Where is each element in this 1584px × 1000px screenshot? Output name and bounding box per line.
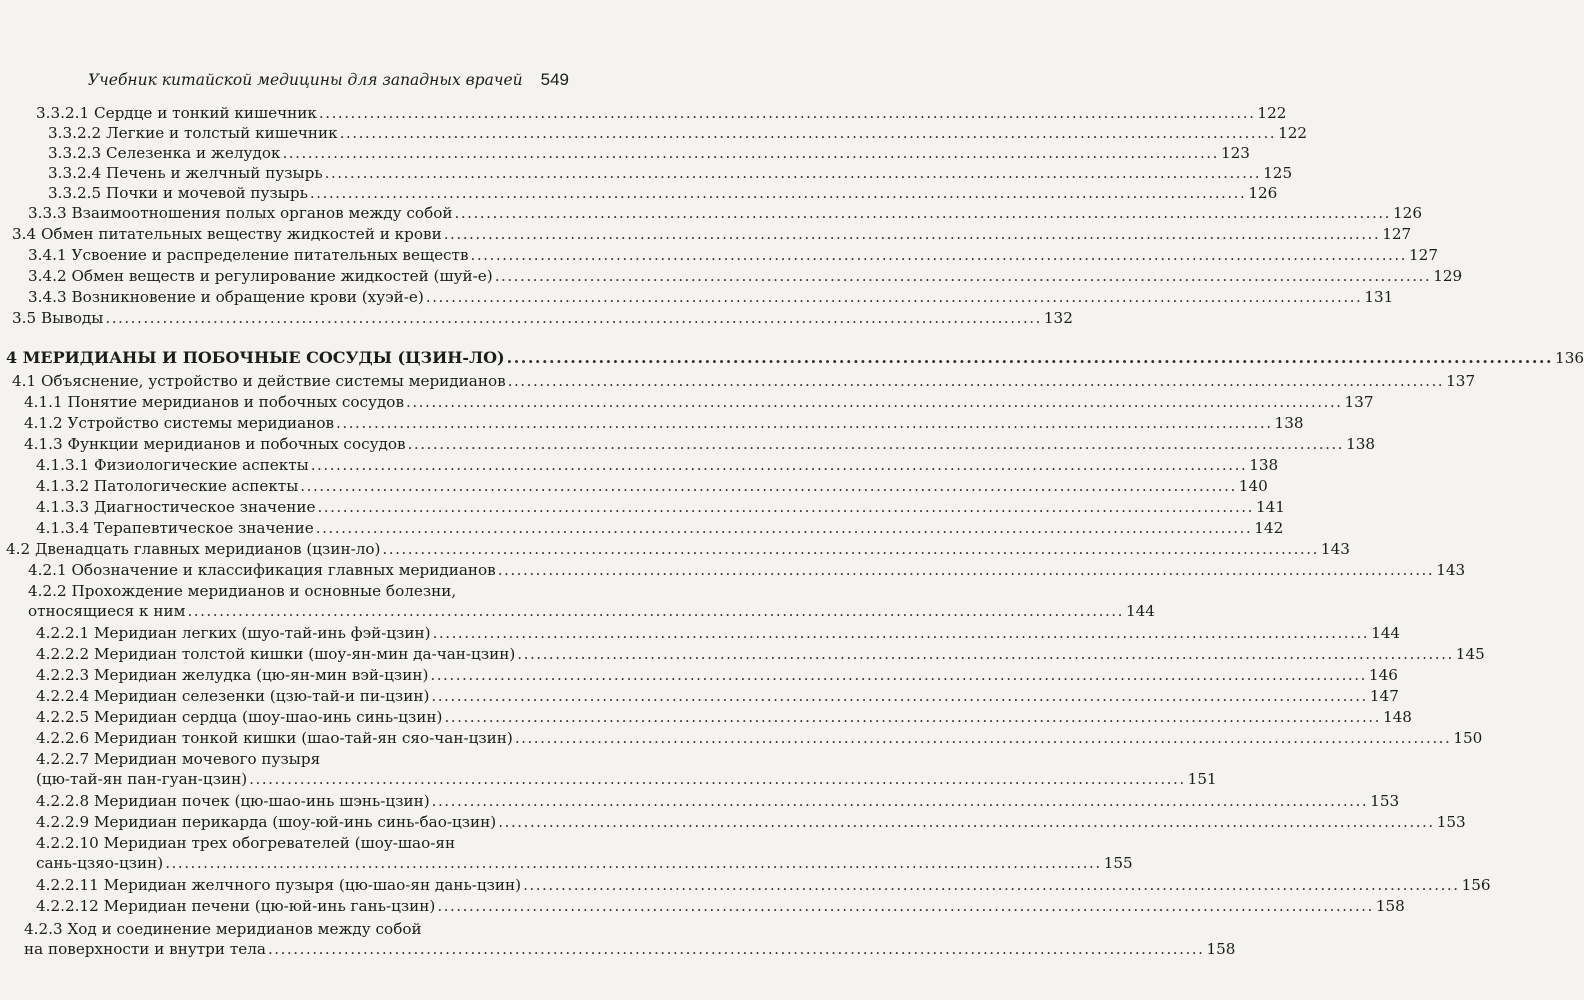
toc-entry: 4.1.3 Функции меридианов и побочных сосудов .................................................................................................................................................... 138 <box>24 435 1376 453</box>
running-title: Учебник китайской медицины для западных врачей <box>87 71 523 89</box>
toc-entry: 4.2.2.4 Меридиан селезенки (цзю-тай-и пи-цзин) .................................................................................................................................................... 147 <box>36 687 1399 705</box>
toc-entry: 4.2.2.2 Меридиан толстой кишки (шоу-ян-мин да-чан-цзин) .................................................................................................................................................... 145 <box>36 645 1485 663</box>
toc-entry: 3.5 Выводы .................................................................................................................................................... 132 <box>12 309 1073 327</box>
toc-entry: 4.2.2.7 Меридиан мочевого пузыря (цю-тай-ян пан-гуан-цзин) .................................................................................................................................................... 151 <box>36 750 1217 788</box>
toc-entry: 4.2.2.10 Меридиан трех обогревателей (шоу-шао-ян сань-цзяо-цзин) .................................................................................................................................................... 155 <box>36 834 1133 872</box>
toc-entry: 4.1.3.2 Патологические аспекты .................................................................................................................................................... 140 <box>36 477 1268 495</box>
toc-entry: 4.2.2 Прохождение меридианов и основные болезни, относящиеся к ним .................................................................................................................................................... 144 <box>28 582 1155 620</box>
toc-entry: 4.2.2.5 Меридиан сердца (шоу-шао-инь синь-цзин) .................................................................................................................................................... 148 <box>36 708 1412 726</box>
toc-entry: 3.3.2.5 Почки и мочевой пузырь .................................................................................................................................................... 126 <box>48 184 1278 202</box>
toc-entry: 4.2.1 Обозначение и классификация главных меридианов .................................................................................................................................................... 143 <box>28 561 1466 579</box>
toc-entry: 3.4.1 Усвоение и распределение питательных веществ .................................................................................................................................................... 127 <box>28 246 1439 264</box>
toc-entry: 3.3.2.3 Селезенка и желудок .................................................................................................................................................... 123 <box>48 144 1250 162</box>
toc-entry: 4.1 Объяснение, устройство и действие системы меридианов .................................................................................................................................................... 137 <box>12 372 1476 390</box>
toc-entry: 4.2.2.6 Меридиан тонкой кишки (шао-тай-ян сяо-чан-цзин) .................................................................................................................................................... 150 <box>36 729 1483 747</box>
toc-entry: 3.4.2 Обмен веществ и регулирование жидкостей (шуй-е) .................................................................................................................................................... 129 <box>28 267 1463 285</box>
toc-entry: 3.3.2.1 Сердце и тонкий кишечник .................................................................................................................................................... 122 <box>36 104 1287 122</box>
toc-entry: 4.2.3 Ход и соединение меридианов между собой на поверхности и внутри тела .................................................................................................................................................... 158 <box>24 920 1236 958</box>
toc-entry: 4.2.2.12 Меридиан печени (цю-юй-инь гань-цзин) .................................................................................................................................................... 158 <box>36 897 1405 915</box>
toc-entry: 4.2.2.11 Меридиан желчного пузыря (цю-шао-ян дань-цзин) .................................................................................................................................................... 156 <box>36 876 1491 894</box>
toc-entry: 3.4.3 Возникновение и обращение крови (хуэй-е) .................................................................................................................................................... 131 <box>28 288 1394 306</box>
toc-entry: 4.2.2.9 Меридиан перикарда (шоу-юй-инь синь-бао-цзин) .................................................................................................................................................... 153 <box>36 813 1466 831</box>
running-header <box>0 70 653 90</box>
toc-entry: 4.1.1 Понятие меридианов и побочных сосудов .................................................................................................................................................... 137 <box>24 393 1374 411</box>
page-number: 549 <box>540 70 569 89</box>
toc-entry: 4.1.3.1 Физиологические аспекты .................................................................................................................................................... 138 <box>36 456 1279 474</box>
toc-entry: 3.3.3 Взаимоотношения полых органов между собой .................................................................................................................................................... 126 <box>28 204 1422 222</box>
toc-entry: 4.1.2 Устройство системы меридианов .................................................................................................................................................... 138 <box>24 414 1304 432</box>
toc-entry: 4.2 Двенадцать главных меридианов (цзин-ло) .................................................................................................................................................... 143 <box>6 540 1350 558</box>
toc-entry: 4.2.2.3 Меридиан желудка (цю-ян-мин вэй-цзин) .................................................................................................................................................... 146 <box>36 666 1398 684</box>
toc-entry: 4.1.3.3 Диагностическое значение .................................................................................................................................................... 141 <box>36 498 1285 516</box>
toc-chapter-heading: 4 МЕРИДИАНЫ И ПОБОЧНЫЕ СОСУДЫ (ЦЗИН-ЛО) .................................................................................................................................................... 136 <box>6 348 1584 367</box>
toc-entry: 3.4 Обмен питательных веществу жидкостей и крови .................................................................................................................................................... 127 <box>12 225 1412 243</box>
toc-entry: 4.2.2.8 Меридиан почек (цю-шао-инь шэнь-цзин) .................................................................................................................................................... 153 <box>36 792 1400 810</box>
toc-entry: 3.3.2.4 Печень и желчный пузырь .................................................................................................................................................... 125 <box>48 164 1293 182</box>
toc-entry: 4.2.2.1 Меридиан легких (шуо-тай-инь фэй-цзин) .................................................................................................................................................... 144 <box>36 624 1401 642</box>
toc-entry: 3.3.2.2 Легкие и толстый кишечник .................................................................................................................................................... 122 <box>48 124 1308 142</box>
toc-entry: 4.1.3.4 Терапевтическое значение .................................................................................................................................................... 142 <box>36 519 1284 537</box>
